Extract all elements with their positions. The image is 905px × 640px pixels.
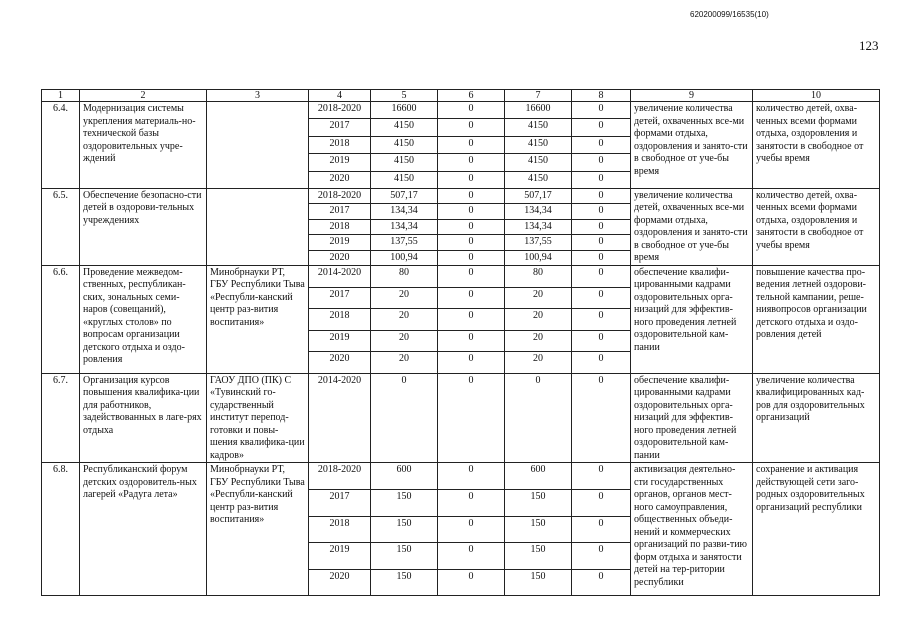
year-cell: 2017 xyxy=(309,287,371,309)
republic-cell: 134,34 xyxy=(505,204,572,219)
total-cell: 0 xyxy=(371,373,438,463)
target-indicator: количество детей, охва-ченных всеми формами отдыха, оздоровления и занятости в свободное от учебы время xyxy=(753,102,880,189)
header-cell: 7 xyxy=(505,90,572,102)
republic-cell: 16600 xyxy=(505,102,572,119)
other-cell: 0 xyxy=(572,490,631,517)
total-cell: 4150 xyxy=(371,136,438,153)
activity-name: Обеспечение безопасно-сти детей в оздорови-тельных учреждениях xyxy=(80,188,207,265)
year-cell: 2018 xyxy=(309,219,371,234)
target-indicator: сохранение и активация действующей сети заго-родных оздоровительных организаций республики xyxy=(753,463,880,596)
republic-cell: 0 xyxy=(505,373,572,463)
other-cell: 0 xyxy=(572,516,631,543)
federal-cell: 0 xyxy=(438,287,505,309)
executor: Минобрнауки РТ, ГБУ Республики Тыва «Республи-канский центр раз-вития воспитания» xyxy=(207,463,309,596)
year-cell: 2020 xyxy=(309,171,371,188)
federal-cell: 0 xyxy=(438,516,505,543)
year-cell: 2014-2020 xyxy=(309,265,371,287)
other-cell: 0 xyxy=(572,463,631,490)
table-row xyxy=(42,463,880,490)
other-cell: 0 xyxy=(572,154,631,171)
other-cell: 0 xyxy=(572,235,631,250)
republic-cell: 20 xyxy=(505,330,572,352)
total-cell: 507,17 xyxy=(371,188,438,203)
year-cell: 2018 xyxy=(309,309,371,331)
total-cell: 150 xyxy=(371,569,438,596)
federal-cell: 0 xyxy=(438,569,505,596)
header-cell: 5 xyxy=(371,90,438,102)
republic-cell: 4150 xyxy=(505,171,572,188)
target-indicator: увеличение количества квалифицированных кад-ров для оздоровительных организаций xyxy=(753,373,880,463)
table-row xyxy=(42,265,880,287)
republic-cell: 150 xyxy=(505,569,572,596)
federal-cell: 0 xyxy=(438,136,505,153)
federal-cell: 0 xyxy=(438,219,505,234)
target-indicator: повышение качества про-ведения летней оздорови-тельной кампании, реше-ниявопросов организации детского отдыха и оздо-ровления детей xyxy=(753,265,880,373)
year-cell: 2018-2020 xyxy=(309,102,371,119)
document-id: 620200099/16535(10) xyxy=(690,10,769,19)
other-cell: 0 xyxy=(572,119,631,136)
total-cell: 20 xyxy=(371,287,438,309)
row-number: 6.8. xyxy=(42,463,80,596)
activity-name: Модернизация системы укрепления материаль-но-технической базы оздоровительных учре-ждений xyxy=(80,102,207,189)
federal-cell: 0 xyxy=(438,330,505,352)
republic-cell: 134,34 xyxy=(505,219,572,234)
other-cell: 0 xyxy=(572,188,631,203)
total-cell: 134,34 xyxy=(371,204,438,219)
other-cell: 0 xyxy=(572,219,631,234)
total-cell: 134,34 xyxy=(371,219,438,234)
total-cell: 20 xyxy=(371,330,438,352)
total-cell: 80 xyxy=(371,265,438,287)
republic-cell: 20 xyxy=(505,309,572,331)
page-number: 123 xyxy=(859,38,879,53)
year-cell: 2017 xyxy=(309,119,371,136)
table-row xyxy=(42,373,880,463)
republic-cell: 137,55 xyxy=(505,235,572,250)
executor xyxy=(207,188,309,265)
total-cell: 137,55 xyxy=(371,235,438,250)
expected-result: увеличение количества детей, охваченных все-ми формами отдыха, оздоровления и занято-сти в свободное от уче-бы время xyxy=(631,188,753,265)
republic-cell: 80 xyxy=(505,265,572,287)
other-cell: 0 xyxy=(572,569,631,596)
other-cell: 0 xyxy=(572,250,631,265)
other-cell: 0 xyxy=(572,265,631,287)
federal-cell: 0 xyxy=(438,490,505,517)
federal-cell: 0 xyxy=(438,250,505,265)
year-cell: 2019 xyxy=(309,235,371,250)
other-cell: 0 xyxy=(572,102,631,119)
expected-result: обеспечение квалифи-цированными кадрами оздоровительных орга-низаций для эффектив-ного проведения летней оздоровительной кам-пании xyxy=(631,373,753,463)
republic-cell: 20 xyxy=(505,352,572,374)
total-cell: 600 xyxy=(371,463,438,490)
republic-cell: 150 xyxy=(505,490,572,517)
other-cell: 0 xyxy=(572,352,631,374)
other-cell: 0 xyxy=(572,204,631,219)
other-cell: 0 xyxy=(572,171,631,188)
year-cell: 2017 xyxy=(309,204,371,219)
republic-cell: 4150 xyxy=(505,154,572,171)
other-cell: 0 xyxy=(572,309,631,331)
row-number: 6.4. xyxy=(42,102,80,189)
total-cell: 16600 xyxy=(371,102,438,119)
target-indicator: количество детей, охва-ченных всеми формами отдыха, оздоровления и занятости в свободное от учебы время xyxy=(753,188,880,265)
total-cell: 150 xyxy=(371,516,438,543)
federal-cell: 0 xyxy=(438,119,505,136)
republic-cell: 150 xyxy=(505,543,572,570)
republic-cell: 4150 xyxy=(505,119,572,136)
federal-cell: 0 xyxy=(438,309,505,331)
executor: ГАОУ ДПО (ПК) С «Тувинский го-сударственный институт перепод-готовки и повы-шения квалифика-ции кадров» xyxy=(207,373,309,463)
header-cell: 2 xyxy=(80,90,207,102)
total-cell: 150 xyxy=(371,543,438,570)
federal-cell: 0 xyxy=(438,463,505,490)
year-cell: 2019 xyxy=(309,154,371,171)
year-cell: 2018 xyxy=(309,136,371,153)
federal-cell: 0 xyxy=(438,171,505,188)
other-cell: 0 xyxy=(572,373,631,463)
total-cell: 4150 xyxy=(371,171,438,188)
federal-cell: 0 xyxy=(438,102,505,119)
total-cell: 20 xyxy=(371,309,438,331)
year-cell: 2020 xyxy=(309,569,371,596)
federal-cell: 0 xyxy=(438,543,505,570)
header-row xyxy=(42,90,880,102)
row-number: 6.6. xyxy=(42,265,80,373)
header-cell: 3 xyxy=(207,90,309,102)
program-table xyxy=(41,89,880,596)
republic-cell: 100,94 xyxy=(505,250,572,265)
header-cell: 1 xyxy=(42,90,80,102)
total-cell: 4150 xyxy=(371,119,438,136)
table-row xyxy=(42,188,880,203)
other-cell: 0 xyxy=(572,287,631,309)
federal-cell: 0 xyxy=(438,235,505,250)
executor: Минобрнауки РТ, ГБУ Республики Тыва «Республи-канский центр раз-вития воспитания» xyxy=(207,265,309,373)
total-cell: 100,94 xyxy=(371,250,438,265)
federal-cell: 0 xyxy=(438,154,505,171)
year-cell: 2019 xyxy=(309,330,371,352)
activity-name: Республиканский форум детских оздоровитель-ных лагерей «Радуга лета» xyxy=(80,463,207,596)
year-cell: 2018-2020 xyxy=(309,188,371,203)
header-cell: 8 xyxy=(572,90,631,102)
activity-name: Проведение межведом-ственных, республикан-ских, зональных семи-наров (совещаний), «круглых столов» по вопросам организации детского отдыха и оздо-ровления xyxy=(80,265,207,373)
header-cell: 4 xyxy=(309,90,371,102)
expected-result: обеспечение квалифи-цированными кадрами оздоровительных орга-низаций для эффектив-ного проведения летней оздоровительной кам-пании xyxy=(631,265,753,373)
year-cell: 2014-2020 xyxy=(309,373,371,463)
republic-cell: 507,17 xyxy=(505,188,572,203)
total-cell: 20 xyxy=(371,352,438,374)
federal-cell: 0 xyxy=(438,204,505,219)
row-number: 6.7. xyxy=(42,373,80,463)
row-number: 6.5. xyxy=(42,188,80,265)
federal-cell: 0 xyxy=(438,352,505,374)
year-cell: 2018 xyxy=(309,516,371,543)
other-cell: 0 xyxy=(572,543,631,570)
republic-cell: 20 xyxy=(505,287,572,309)
activity-name: Организация курсов повышения квалифика-ции для работников, задействованных в лаге-рях отдыха xyxy=(80,373,207,463)
expected-result: увеличение количества детей, охваченных все-ми формами отдыха, оздоровления и занято-сти в свободное от уче-бы время xyxy=(631,102,753,189)
other-cell: 0 xyxy=(572,330,631,352)
republic-cell: 150 xyxy=(505,516,572,543)
table-row xyxy=(42,102,880,119)
expected-result: активизация деятельно-сти государственных органов, органов мест-ного самоуправления, общественных объеди-нений и коммерческих организаций по разви-тию форм отдыха и занятости детей на тер-ритории республики xyxy=(631,463,753,596)
other-cell: 0 xyxy=(572,136,631,153)
total-cell: 4150 xyxy=(371,154,438,171)
year-cell: 2017 xyxy=(309,490,371,517)
year-cell: 2020 xyxy=(309,250,371,265)
federal-cell: 0 xyxy=(438,373,505,463)
federal-cell: 0 xyxy=(438,265,505,287)
executor xyxy=(207,102,309,189)
federal-cell: 0 xyxy=(438,188,505,203)
year-cell: 2018-2020 xyxy=(309,463,371,490)
republic-cell: 4150 xyxy=(505,136,572,153)
year-cell: 2019 xyxy=(309,543,371,570)
year-cell: 2020 xyxy=(309,352,371,374)
total-cell: 150 xyxy=(371,490,438,517)
header-cell: 6 xyxy=(438,90,505,102)
header-cell: 10 xyxy=(753,90,880,102)
header-cell: 9 xyxy=(631,90,753,102)
republic-cell: 600 xyxy=(505,463,572,490)
